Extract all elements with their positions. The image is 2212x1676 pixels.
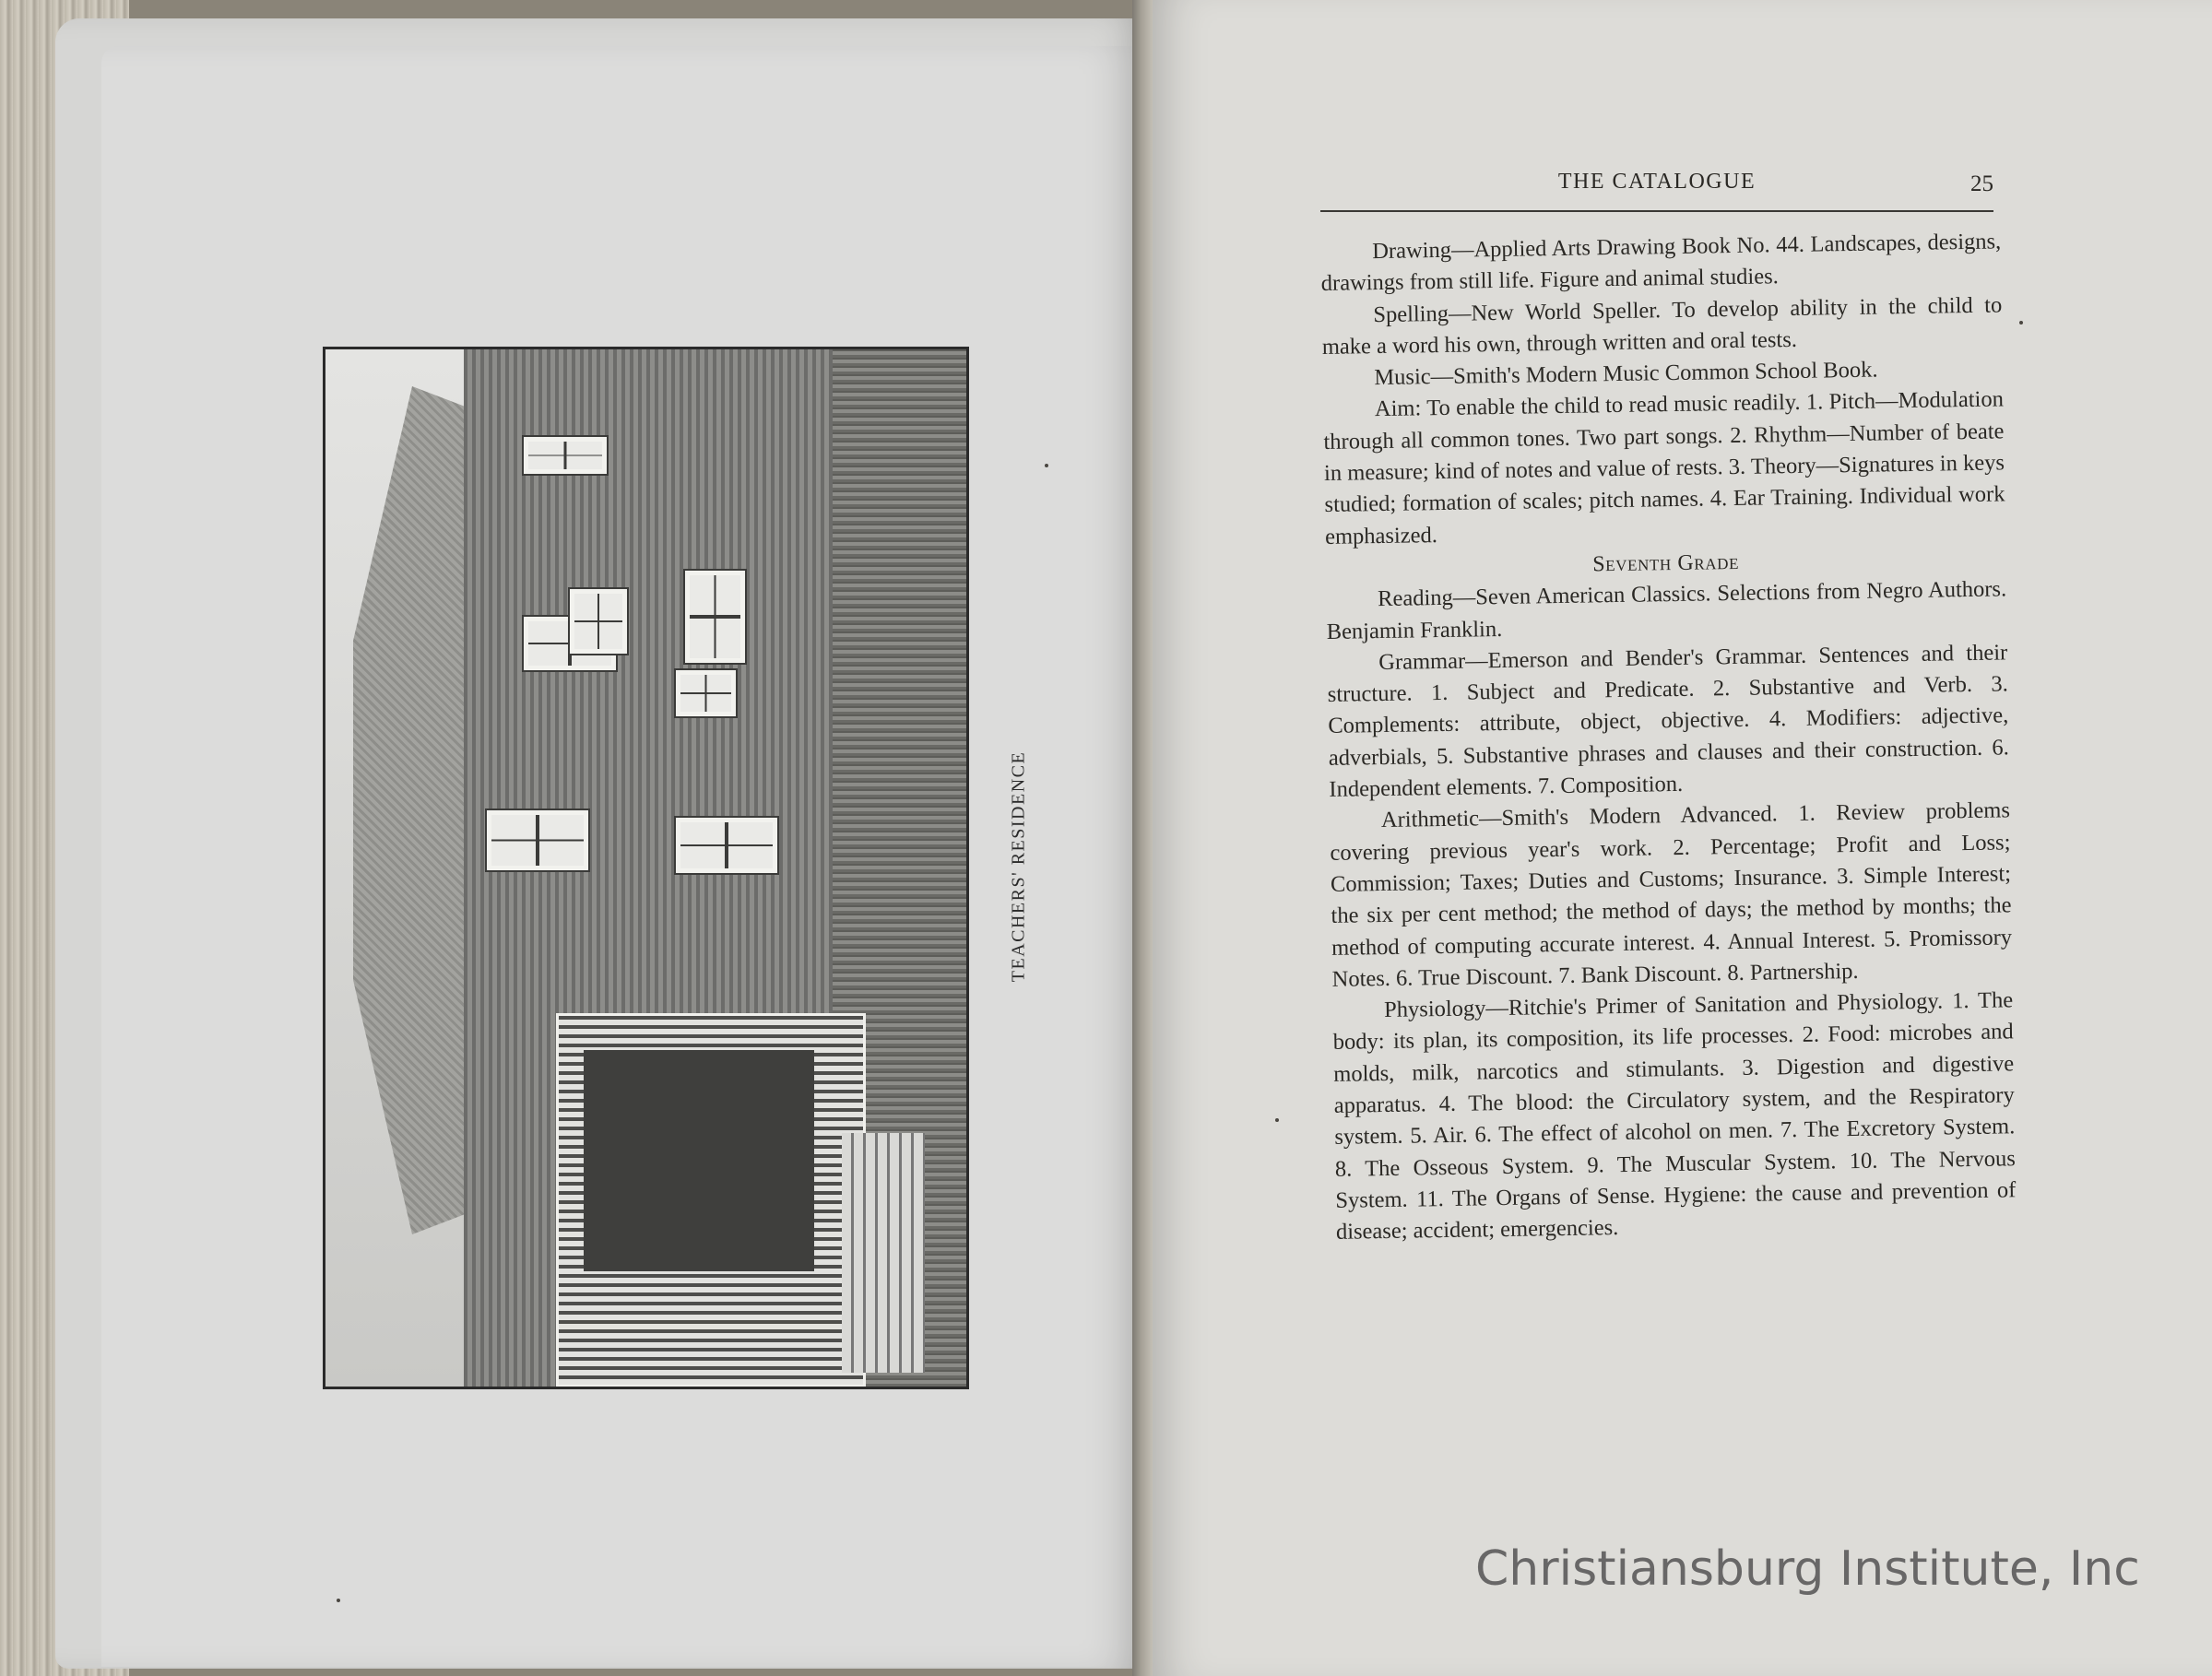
paragraph-drawing: Drawing—Applied Arts Drawing Book No. 44. Landscapes, designs, drawings from still life. Figure and animal studies. (1320, 229, 2002, 297)
residence-photograph (323, 347, 969, 1389)
running-title: THE CATALOGUE (1557, 170, 1757, 194)
paragraph-aim: Aim: To enable the child to read music readily. 1. Pitch—Modulation through all common tones. Two part songs. 2. Rhythm—Number of beate in measure; kind of notes and value of rests. 3. Theory—Signatures in keys studied; formation of scales; pitch names. 4. Ear Training. Individual work emphasized. (1323, 386, 2005, 549)
paragraph-grammar: Grammar—Emerson and Bender's Grammar. Sentences and their structure. 1. Subject and Predicate. 2. Substantive and Verb. 3. Complements: attribute, object, objective. 4. Modifiers: adjective, adverbials, 5. Substantive phrases and clauses and their construction. 6. Independent elements. 7. Composition. (1327, 640, 2009, 802)
running-head (1320, 164, 1993, 212)
paragraph-music: Music—Smith's Modern Music Common School Book. (1374, 357, 1878, 391)
paragraph-physiology: Physiology—Ritchie's Primer of Sanitation and Physiology. 1. The body: its plan, its composition, its life processes. 2. Food: microbes and molds, milk, narcotics and stimulants. 3. Digestion and digestive apparatus. 4. The blood: the Circulatory system, and the Respiratory system. 5. Air. 6. The effect of alcohol on men. 7. The Excretory System. 8. The Osseous System. 9. The Muscular System. 10. The Nervous System. 11. The Organs of Sense. Hygiene: the cause and prevention of disease; accident; emergencies. (1332, 987, 2017, 1245)
house-window (676, 818, 777, 873)
porch-doorway (584, 1050, 814, 1271)
paragraph-reading: Reading—Seven American Classics. Selections from Negro Authors. Benjamin Franklin. (1326, 576, 2007, 644)
paragraph-arithmetic: Arithmetic—Smith's Modern Advanced. 1. Review problems covering previous year's work. 2. Percentage; Profit and Loss; Commission; Taxes; Duties and Customs; Insurance. 3. Simple Interest; the six per cent method; the method of days; the method by months; the method of computing accurate interest. 4. Annual Interest. 5. Promissory Notes. 6. True Discount. 7. Bank Discount. 8. Partnership. (1330, 797, 2013, 992)
watermark: Christiansburg Institute, Inc (1475, 1541, 2140, 1597)
paper-speck (2019, 321, 2023, 325)
paper-speck (1275, 1118, 1279, 1122)
house-window (570, 589, 627, 654)
paper-speck (337, 1599, 340, 1602)
paper-speck (1045, 464, 1048, 467)
paragraph-spelling: Spelling—New World Speller. To develop ability in the child to make a word his own, through written and oral tests. (1321, 291, 2003, 360)
photo-caption-wrap (1000, 701, 1037, 1033)
book-gutter (1132, 0, 1154, 1676)
page-number: 25 (1970, 171, 1993, 196)
house-window (524, 437, 607, 474)
photo-caption: TEACHERS' RESIDENCE (1008, 750, 1029, 983)
section-heading: Seventh Grade (1592, 549, 1740, 577)
catalogue-text (1320, 226, 2017, 1248)
house-window (685, 571, 745, 663)
house-window (676, 670, 736, 716)
house-window (487, 810, 588, 870)
porch-steps (842, 1133, 925, 1373)
